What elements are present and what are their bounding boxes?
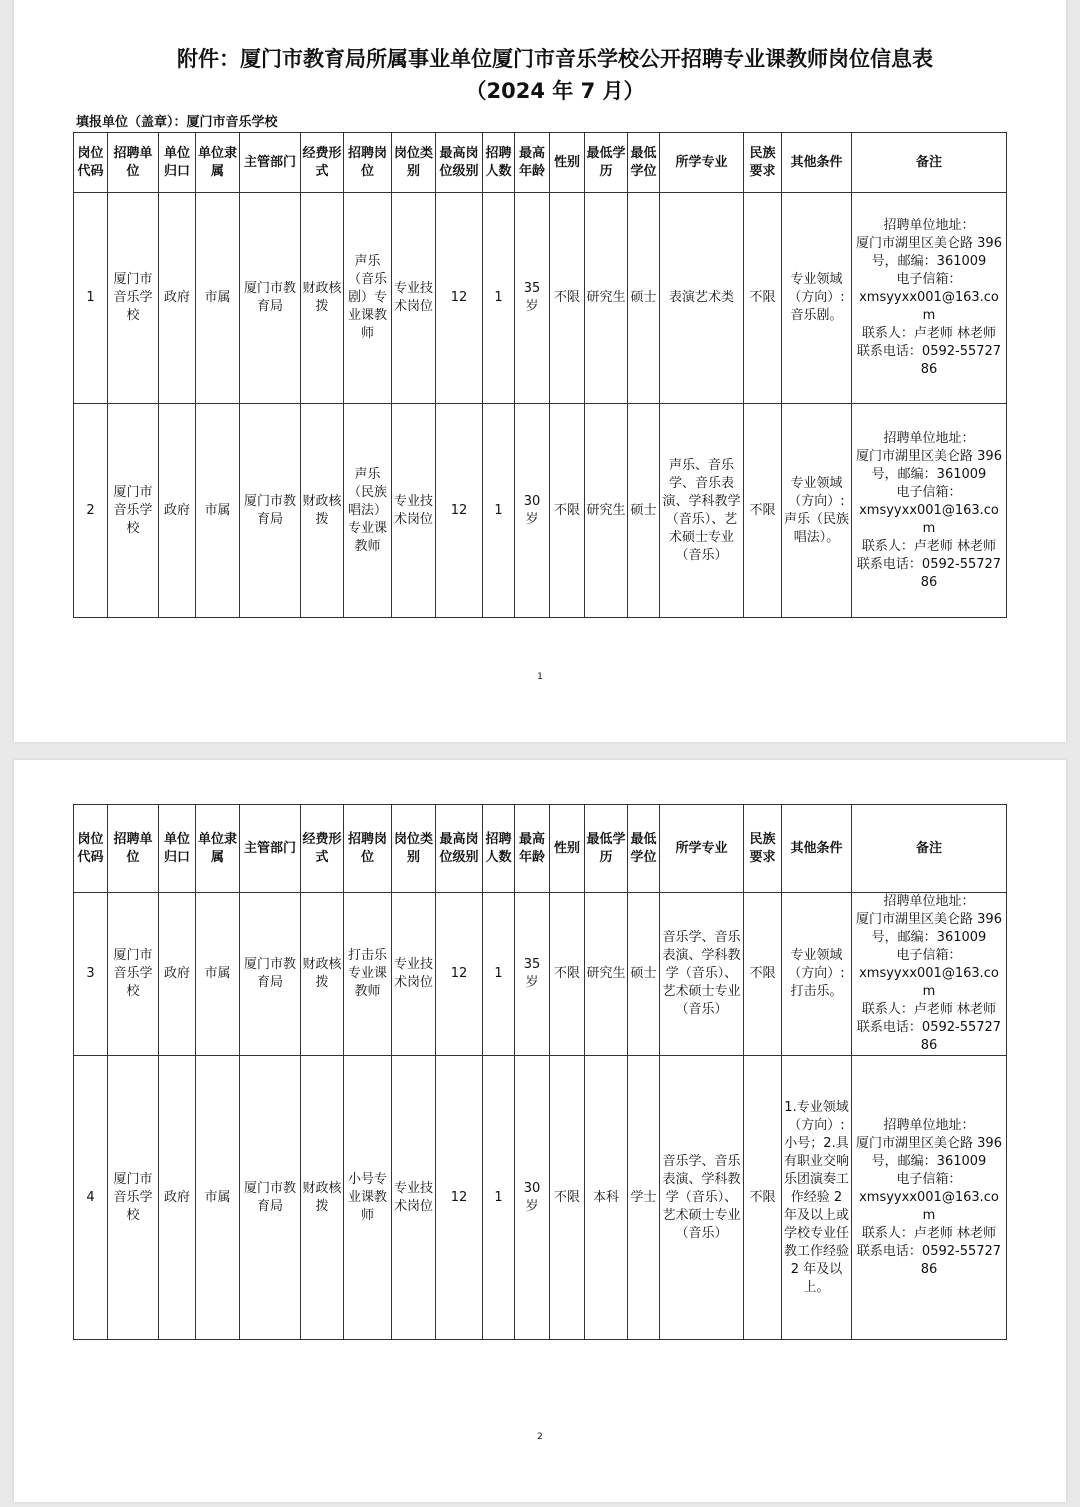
note-line: 厦门市湖里区美仑路 396 号，邮编：361009 [856,1135,1002,1169]
header-cell: 岗位类别 [392,133,436,193]
cell-funding: 财政核拨 [301,1056,344,1340]
cell-li-shu: 市属 [196,1056,240,1340]
cell-position: 声乐（音乐剧）专业课教师 [344,193,392,404]
cell-education: 研究生 [585,893,628,1056]
cell-degree: 硕士 [628,893,660,1056]
cell-unit: 厦门市音乐学校 [108,893,159,1056]
cell-other: 专业领域（方向）:声乐（民族唱法）。 [782,404,852,618]
cell-category: 专业技术岗位 [392,193,436,404]
cell-education: 本科 [585,1056,628,1340]
cell-count: 1 [483,193,515,404]
header-cell: 最高岗位级别 [436,133,483,193]
header-cell: 其他条件 [782,133,852,193]
header-cell: 性别 [550,805,585,893]
note-line: xmsyyxx001@163.com [859,1189,999,1223]
table-row [74,193,1007,404]
cell-count: 1 [483,1056,515,1340]
note-line: 联系电话：0592-5572786 [856,556,1002,590]
table-row [74,1056,1007,1340]
cell-ethnic: 不限 [744,1056,782,1340]
note-line: 联系人：卢老师 林老师 [861,538,997,554]
cell-position: 打击乐专业课教师 [344,893,392,1056]
header-cell: 性别 [550,133,585,193]
header-cell: 最高年龄 [515,133,550,193]
note-line: 电子信箱： [896,272,962,287]
document-title: 附件：厦门市教育局所属事业单位厦门市音乐学校公开招聘专业课教师岗位信息表 [177,47,933,71]
cell-count: 1 [483,404,515,618]
cell-note [852,193,1007,404]
cell-code: 3 [74,893,108,1056]
header-cell: 主管部门 [240,805,301,893]
page-number: 2 [537,1432,543,1442]
header-cell: 民族要求 [744,805,782,893]
fill-unit-label: 填报单位（盖章）：厦门市音乐学校 [76,115,278,130]
header-cell: 岗位类别 [392,805,436,893]
note-line: 联系电话：0592-5572786 [856,344,1002,377]
header-cell: 招聘岗位 [344,805,392,893]
header-cell: 民族要求 [744,133,782,193]
cell-age: 30 岁 [515,404,550,618]
note-line: 厦门市湖里区美仑路 396 号，邮编：361009 [856,912,1002,945]
cell-funding: 财政核拨 [301,893,344,1056]
cell-unit: 厦门市音乐学校 [108,404,159,618]
table-header-row [74,133,1007,193]
cell-age: 30 岁 [515,1056,550,1340]
note-line: 电子信箱： [896,948,962,963]
header-cell: 备注 [852,805,1007,893]
cell-note [852,893,1007,1056]
cell-gui-kou: 政府 [159,193,196,404]
cell-funding: 财政核拨 [301,193,344,404]
header-cell: 其他条件 [782,805,852,893]
note-line: 招聘单位地址： [883,218,975,233]
cell-unit: 厦门市音乐学校 [108,1056,159,1340]
cell-major: 音乐学、音乐表演、学科教学（音乐）、艺术硕士专业（音乐） [660,893,744,1056]
note-line: 招聘单位地址： [883,894,975,909]
cell-dept: 厦门市教育局 [240,404,301,618]
cell-degree: 硕士 [628,404,660,618]
note-line: 电子信箱： [896,1171,962,1187]
note-line: 厦门市湖里区美仑路 396 号，邮编：361009 [856,448,1002,482]
positions-table-page-2 [73,804,1007,1340]
header-cell: 最高岗位级别 [436,805,483,893]
cell-dept: 厦门市教育局 [240,893,301,1056]
header-cell: 招聘人数 [483,805,515,893]
cell-dept: 厦门市教育局 [240,193,301,404]
cell-dept: 厦门市教育局 [240,1056,301,1340]
cell-other: 专业领域（方向）:打击乐。 [782,893,852,1056]
document-subtitle: （2024 年 7 月） [465,79,645,103]
cell-gender: 不限 [550,893,585,1056]
cell-note [852,404,1007,618]
cell-unit: 厦门市音乐学校 [108,193,159,404]
cell-code: 4 [74,1056,108,1340]
header-cell: 单位隶属 [196,805,240,893]
cell-gui-kou: 政府 [159,893,196,1056]
cell-code: 1 [74,193,108,404]
note-line: 招聘单位地址： [883,1117,975,1133]
header-cell: 最低学位 [628,805,660,893]
cell-other: 1.专业领域（方向）:小号；2.具有职业交响乐团演奏工作经验 2 年及以上或学校专业任教工作经验 2 年及以上。 [782,1056,852,1340]
header-cell: 单位归口 [159,133,196,193]
header-cell: 招聘单位 [108,133,159,193]
header-cell: 单位隶属 [196,133,240,193]
cell-funding: 财政核拨 [301,404,344,618]
header-cell: 主管部门 [240,133,301,193]
document-page-2 [14,760,1066,1502]
document-page-1 [14,0,1066,742]
page-number: 1 [537,672,543,682]
header-cell: 招聘单位 [108,805,159,893]
cell-gender: 不限 [550,1056,585,1340]
table-header-row [74,805,1007,893]
cell-li-shu: 市属 [196,404,240,618]
cell-count: 1 [483,893,515,1056]
cell-major: 音乐学、音乐表演、学科教学（音乐）、艺术硕士专业（音乐） [660,1056,744,1340]
cell-level: 12 [436,193,483,404]
header-cell: 最低学历 [585,805,628,893]
cell-category: 专业技术岗位 [392,893,436,1056]
note-line: 联系人：卢老师 林老师 [861,1225,997,1241]
cell-ethnic: 不限 [744,193,782,404]
cell-ethnic: 不限 [744,893,782,1056]
note-line: xmsyyxx001@163.com [859,290,999,323]
cell-gui-kou: 政府 [159,1056,196,1340]
cell-age: 35 岁 [515,893,550,1056]
header-cell: 招聘人数 [483,133,515,193]
cell-ethnic: 不限 [744,404,782,618]
cell-category: 专业技术岗位 [392,404,436,618]
cell-position: 小号专业课教师 [344,1056,392,1340]
cell-level: 12 [436,1056,483,1340]
header-cell: 岗位代码 [74,805,108,893]
cell-li-shu: 市属 [196,893,240,1056]
positions-table-page-1 [73,132,1007,618]
header-cell: 经费形式 [301,805,344,893]
note-line: 招聘单位地址： [883,430,975,446]
cell-major: 声乐、音乐学、音乐表演、学科教学（音乐）、艺术硕士专业（音乐） [660,404,744,618]
cell-position: 声乐（民族唱法）专业课教师 [344,404,392,618]
cell-other: 专业领域（方向）:音乐剧。 [782,193,852,404]
header-cell: 单位归口 [159,805,196,893]
header-cell: 最低学历 [585,133,628,193]
note-line: 联系人：卢老师 林老师 [861,1002,997,1017]
header-cell: 经费形式 [301,133,344,193]
cell-education: 研究生 [585,193,628,404]
table-row [74,893,1007,1056]
note-line: 联系人：卢老师 林老师 [861,326,997,341]
cell-code: 2 [74,404,108,618]
header-cell: 所学专业 [660,805,744,893]
note-line: 联系电话：0592-5572786 [856,1020,1002,1053]
cell-degree: 学士 [628,1056,660,1340]
cell-level: 12 [436,893,483,1056]
cell-gender: 不限 [550,404,585,618]
header-cell: 岗位代码 [74,133,108,193]
note-line: xmsyyxx001@163.com [859,502,999,536]
header-cell: 最低学位 [628,133,660,193]
note-line: 电子信箱： [896,484,962,500]
header-cell: 招聘岗位 [344,133,392,193]
cell-note [852,1056,1007,1340]
table-row [74,404,1007,618]
note-line: 厦门市湖里区美仑路 396 号，邮编：361009 [856,236,1002,269]
header-cell: 最高年龄 [515,805,550,893]
note-line: xmsyyxx001@163.com [859,966,999,999]
header-cell: 备注 [852,133,1007,193]
cell-gender: 不限 [550,193,585,404]
note-line: 联系电话：0592-5572786 [856,1243,1002,1277]
cell-gui-kou: 政府 [159,404,196,618]
cell-li-shu: 市属 [196,193,240,404]
cell-age: 35 岁 [515,193,550,404]
header-cell: 所学专业 [660,133,744,193]
cell-major: 表演艺术类 [660,193,744,404]
cell-degree: 硕士 [628,193,660,404]
cell-level: 12 [436,404,483,618]
cell-category: 专业技术岗位 [392,1056,436,1340]
cell-education: 研究生 [585,404,628,618]
